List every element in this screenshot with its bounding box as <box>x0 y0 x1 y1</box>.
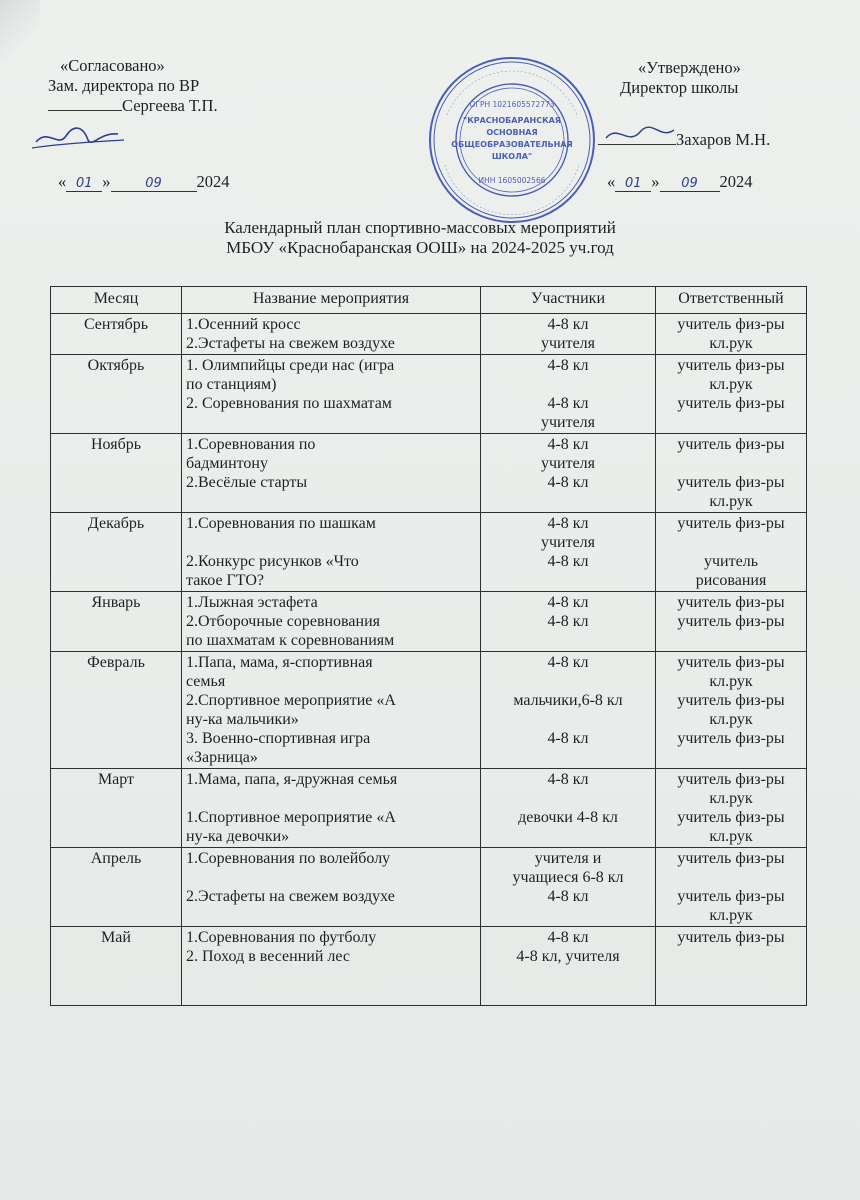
document-title <box>140 218 700 258</box>
deputy-name: Сергеева Т.П. <box>122 96 218 115</box>
participants-cell-line <box>485 710 651 729</box>
participants-cell-line <box>485 375 651 394</box>
participants-cell-line: 4-8 кл <box>547 654 589 671</box>
participants-cell-line: 4-8 кл <box>547 594 589 611</box>
participants-cell-line: учителя <box>540 414 596 431</box>
seal-line-1: "КРАСНОБАРАНСКАЯ <box>463 116 561 125</box>
event-cell <box>182 592 481 652</box>
event-cell-line: 1.Осенний кросс <box>186 316 301 333</box>
event-cell <box>182 355 481 434</box>
event-cell-line: ну-ка девочки» <box>186 828 290 845</box>
participants-cell-line <box>485 748 651 767</box>
participants-cell-line: 4-8 кл <box>547 474 589 491</box>
participants-cell <box>481 434 656 513</box>
col-header-responsible: Ответственный <box>656 287 807 314</box>
director-name: Захаров М.Н. <box>676 130 771 149</box>
event-cell <box>182 314 481 355</box>
participants-cell-line <box>485 827 651 846</box>
event-cell-line: 1.Спортивное мероприятие «А <box>186 809 396 826</box>
participants-cell <box>481 769 656 848</box>
responsible-cell <box>656 355 807 434</box>
participants-cell-line <box>485 966 651 985</box>
event-cell-line <box>186 533 476 552</box>
date-right-month: 09 <box>660 176 720 192</box>
approval-left <box>48 56 218 116</box>
participants-cell-line: 4-8 кл <box>547 515 589 532</box>
participants-cell-line: 4-8 кл <box>547 436 589 453</box>
title-line-2: МБОУ «Краснобаранская ООШ» на 2024-2025 уч.год <box>226 238 614 257</box>
participants-cell-line: 4-8 кл <box>547 316 589 333</box>
table-row <box>51 848 807 927</box>
event-cell-line: семья <box>186 673 226 690</box>
participants-cell-line: 4-8 кл <box>547 771 589 788</box>
event-cell-line: 2.Конкурс рисунков «Что <box>186 553 359 570</box>
responsible-cell-line: учитель физ-ры <box>677 654 785 671</box>
responsible-cell-line: кл.рук <box>709 711 753 728</box>
participants-cell-line: мальчики,6-8 кл <box>513 692 623 709</box>
table-row <box>51 652 807 769</box>
participants-cell-line <box>485 672 651 691</box>
responsible-cell-line <box>660 748 802 767</box>
event-cell <box>182 769 481 848</box>
responsible-cell-line: учитель физ-ры <box>677 771 785 788</box>
responsible-cell <box>656 652 807 769</box>
participants-cell-line <box>485 631 651 650</box>
responsible-cell-line <box>660 413 802 432</box>
event-cell-line: 2. Соревнования по шахматам <box>186 395 392 412</box>
participants-cell-line <box>485 906 651 925</box>
responsible-cell-line: кл.рук <box>709 493 753 510</box>
date-right-day: 01 <box>615 176 651 192</box>
event-cell-line: 1.Соревнования по волейболу <box>186 850 391 867</box>
event-cell-line <box>186 985 476 1004</box>
participants-cell <box>481 848 656 927</box>
date-left-month: 09 <box>111 176 197 192</box>
responsible-cell <box>656 592 807 652</box>
date-right-year: 2024 <box>719 172 753 191</box>
event-cell-line <box>186 966 476 985</box>
seal-line-3: ОБЩЕОБРАЗОВАТЕЛЬНАЯ <box>451 140 573 149</box>
event-cell-line <box>186 868 476 887</box>
responsible-cell-line: учитель физ-ры <box>677 357 785 374</box>
event-cell-line: 2.Спортивное мероприятие «А <box>186 692 396 709</box>
participants-cell <box>481 355 656 434</box>
participants-cell-line <box>485 985 651 1004</box>
table-row <box>51 434 807 513</box>
table-row <box>51 769 807 848</box>
participants-cell-line: учителя <box>540 455 596 472</box>
table-row <box>51 513 807 592</box>
participants-cell <box>481 592 656 652</box>
event-cell-line: 2.Отборочные соревнования <box>186 613 380 630</box>
event-cell <box>182 652 481 769</box>
responsible-cell-line: учитель физ-ры <box>677 316 785 333</box>
event-cell-line: 1.Соревнования по <box>186 436 316 453</box>
responsible-cell-line <box>660 868 802 887</box>
event-cell <box>182 513 481 592</box>
approved-label: «Утверждено» <box>638 58 741 77</box>
responsible-cell-line: учитель физ-ры <box>677 613 785 630</box>
seal-line-2: ОСНОВНАЯ <box>486 128 538 137</box>
event-cell-line <box>186 413 476 432</box>
responsible-cell <box>656 314 807 355</box>
month-cell: Апрель <box>51 848 182 927</box>
event-cell-line: ну-ка мальчики» <box>186 711 299 728</box>
event-cell-line <box>186 906 476 925</box>
table-row <box>51 592 807 652</box>
month-cell: Март <box>51 769 182 848</box>
event-cell-line: 1.Соревнования по шашкам <box>186 515 376 532</box>
participants-cell-line: 4-8 кл <box>547 730 589 747</box>
col-header-participants: Участники <box>481 287 656 314</box>
col-header-event: Название мероприятия <box>182 287 481 314</box>
seal-inn: ИНН 1605002566 <box>478 176 546 185</box>
participants-cell <box>481 513 656 592</box>
handwritten-signature-left <box>28 118 128 158</box>
responsible-cell-line: учитель физ-ры <box>677 929 785 946</box>
participants-cell-line: учащиеся 6-8 кл <box>512 869 624 886</box>
participants-cell-line: учителя <box>540 534 596 551</box>
responsible-cell-line: учитель физ-ры <box>677 809 785 826</box>
event-cell-line <box>186 789 476 808</box>
month-cell: Январь <box>51 592 182 652</box>
table-row <box>51 314 807 355</box>
event-cell <box>182 848 481 927</box>
month-cell: Сентябрь <box>51 314 182 355</box>
participants-cell-line <box>485 492 651 511</box>
title-line-1: Календарный план спортивно-массовых мероприятий <box>224 218 616 237</box>
responsible-cell-line: кл.рук <box>709 673 753 690</box>
participants-cell-line: 4-8 кл <box>547 553 589 570</box>
responsible-cell-line: учитель физ-ры <box>677 730 785 747</box>
participants-cell <box>481 927 656 1006</box>
table-header-row <box>51 287 807 314</box>
participants-cell-line: 4-8 кл <box>547 613 589 630</box>
event-cell <box>182 434 481 513</box>
handwritten-signature-right <box>600 120 680 150</box>
responsible-cell-line: учитель физ-ры <box>677 395 785 412</box>
responsible-cell-line <box>660 631 802 650</box>
month-cell: Февраль <box>51 652 182 769</box>
event-cell-line: бадминтону <box>186 455 268 472</box>
participants-cell-line: 4-8 кл, учителя <box>516 948 620 965</box>
responsible-cell-line: кл.рук <box>709 335 753 352</box>
director-title: Директор школы <box>620 78 739 97</box>
participants-cell-line: 4-8 кл <box>547 929 589 946</box>
seal-line-4: ШКОЛА" <box>491 152 533 161</box>
month-cell: Октябрь <box>51 355 182 434</box>
participants-cell-line <box>485 571 651 590</box>
event-cell-line: по станциям) <box>186 376 277 393</box>
event-cell-line: 3. Военно-спортивная игра <box>186 730 371 747</box>
event-cell-line: 2.Весёлые старты <box>186 474 308 491</box>
approval-right <box>612 58 741 98</box>
seal-ogrn: ОГРН 1021605572773 <box>469 100 555 109</box>
date-left-day: 01 <box>66 176 102 192</box>
signature-line <box>48 110 122 111</box>
event-cell-line: 2.Эстафеты на свежем воздухе <box>186 335 395 352</box>
responsible-cell <box>656 434 807 513</box>
participants-cell-line: 4-8 кл <box>547 395 589 412</box>
event-cell <box>182 927 481 1006</box>
responsible-cell-line: кл.рук <box>709 376 753 393</box>
responsible-cell <box>656 513 807 592</box>
deputy-title: Зам. директора по ВР <box>48 76 200 95</box>
event-cell-line: 1.Соревнования по футболу <box>186 929 377 946</box>
event-cell-line: 1.Лыжная эстафета <box>186 594 318 611</box>
participants-cell-line <box>485 789 651 808</box>
responsible-cell-line: кл.рук <box>709 907 753 924</box>
table-row <box>51 355 807 434</box>
responsible-cell-line: учитель физ-ры <box>677 515 785 532</box>
events-table <box>50 286 807 1006</box>
responsible-cell-line: учитель <box>704 553 758 570</box>
responsible-cell <box>656 927 807 1006</box>
responsible-cell <box>656 848 807 927</box>
event-cell-line: по шахматам к соревнованиям <box>186 632 395 649</box>
responsible-cell-line: учитель физ-ры <box>677 888 785 905</box>
responsible-cell-line: учитель физ-ры <box>677 850 785 867</box>
col-header-month: Месяц <box>51 287 182 314</box>
event-cell-line: 1.Папа, мама, я-спортивная <box>186 654 373 671</box>
participants-cell-line: девочки 4-8 кл <box>518 809 618 826</box>
responsible-cell-line: кл.рук <box>709 790 753 807</box>
table-body <box>51 314 807 1006</box>
date-right: « 01 » 09 2024 <box>607 172 753 191</box>
table-row <box>51 927 807 1006</box>
responsible-cell-line: рисования <box>695 572 767 589</box>
page-fold <box>0 0 40 60</box>
event-cell-line: «Зарница» <box>186 749 258 766</box>
agreed-label: «Согласовано» <box>60 56 165 75</box>
participants-cell-line: учителя <box>540 335 596 352</box>
participants-cell <box>481 652 656 769</box>
responsible-cell-line: учитель физ-ры <box>677 692 785 709</box>
event-cell-line: 1.Мама, папа, я-дружная семья <box>186 771 398 788</box>
responsible-cell-line: учитель физ-ры <box>677 594 785 611</box>
month-cell: Ноябрь <box>51 434 182 513</box>
participants-cell <box>481 314 656 355</box>
date-left-year: 2024 <box>196 172 230 191</box>
event-cell-line: такое ГТО? <box>186 572 265 589</box>
participants-cell-line: 4-8 кл <box>547 888 589 905</box>
responsible-cell-line <box>660 966 802 985</box>
participants-cell-line: 4-8 кл <box>547 357 589 374</box>
responsible-cell-line <box>660 985 802 1004</box>
responsible-cell-line <box>660 533 802 552</box>
responsible-cell-line <box>660 947 802 966</box>
month-cell: Май <box>51 927 182 1006</box>
responsible-cell-line <box>660 454 802 473</box>
responsible-cell <box>656 769 807 848</box>
responsible-cell-line: кл.рук <box>709 828 753 845</box>
school-seal <box>427 55 597 225</box>
event-cell-line: 1. Олимпийцы среди нас (игра <box>186 357 395 374</box>
month-cell: Декабрь <box>51 513 182 592</box>
participants-cell-line: учителя и <box>534 850 602 867</box>
event-cell-line: 2.Эстафеты на свежем воздухе <box>186 888 395 905</box>
responsible-cell-line: учитель физ-ры <box>677 474 785 491</box>
date-left: « 01 » 09 2024 <box>58 172 230 191</box>
event-cell-line: 2. Поход в весенний лес <box>186 948 350 965</box>
responsible-cell-line: учитель физ-ры <box>677 436 785 453</box>
event-cell-line <box>186 492 476 511</box>
